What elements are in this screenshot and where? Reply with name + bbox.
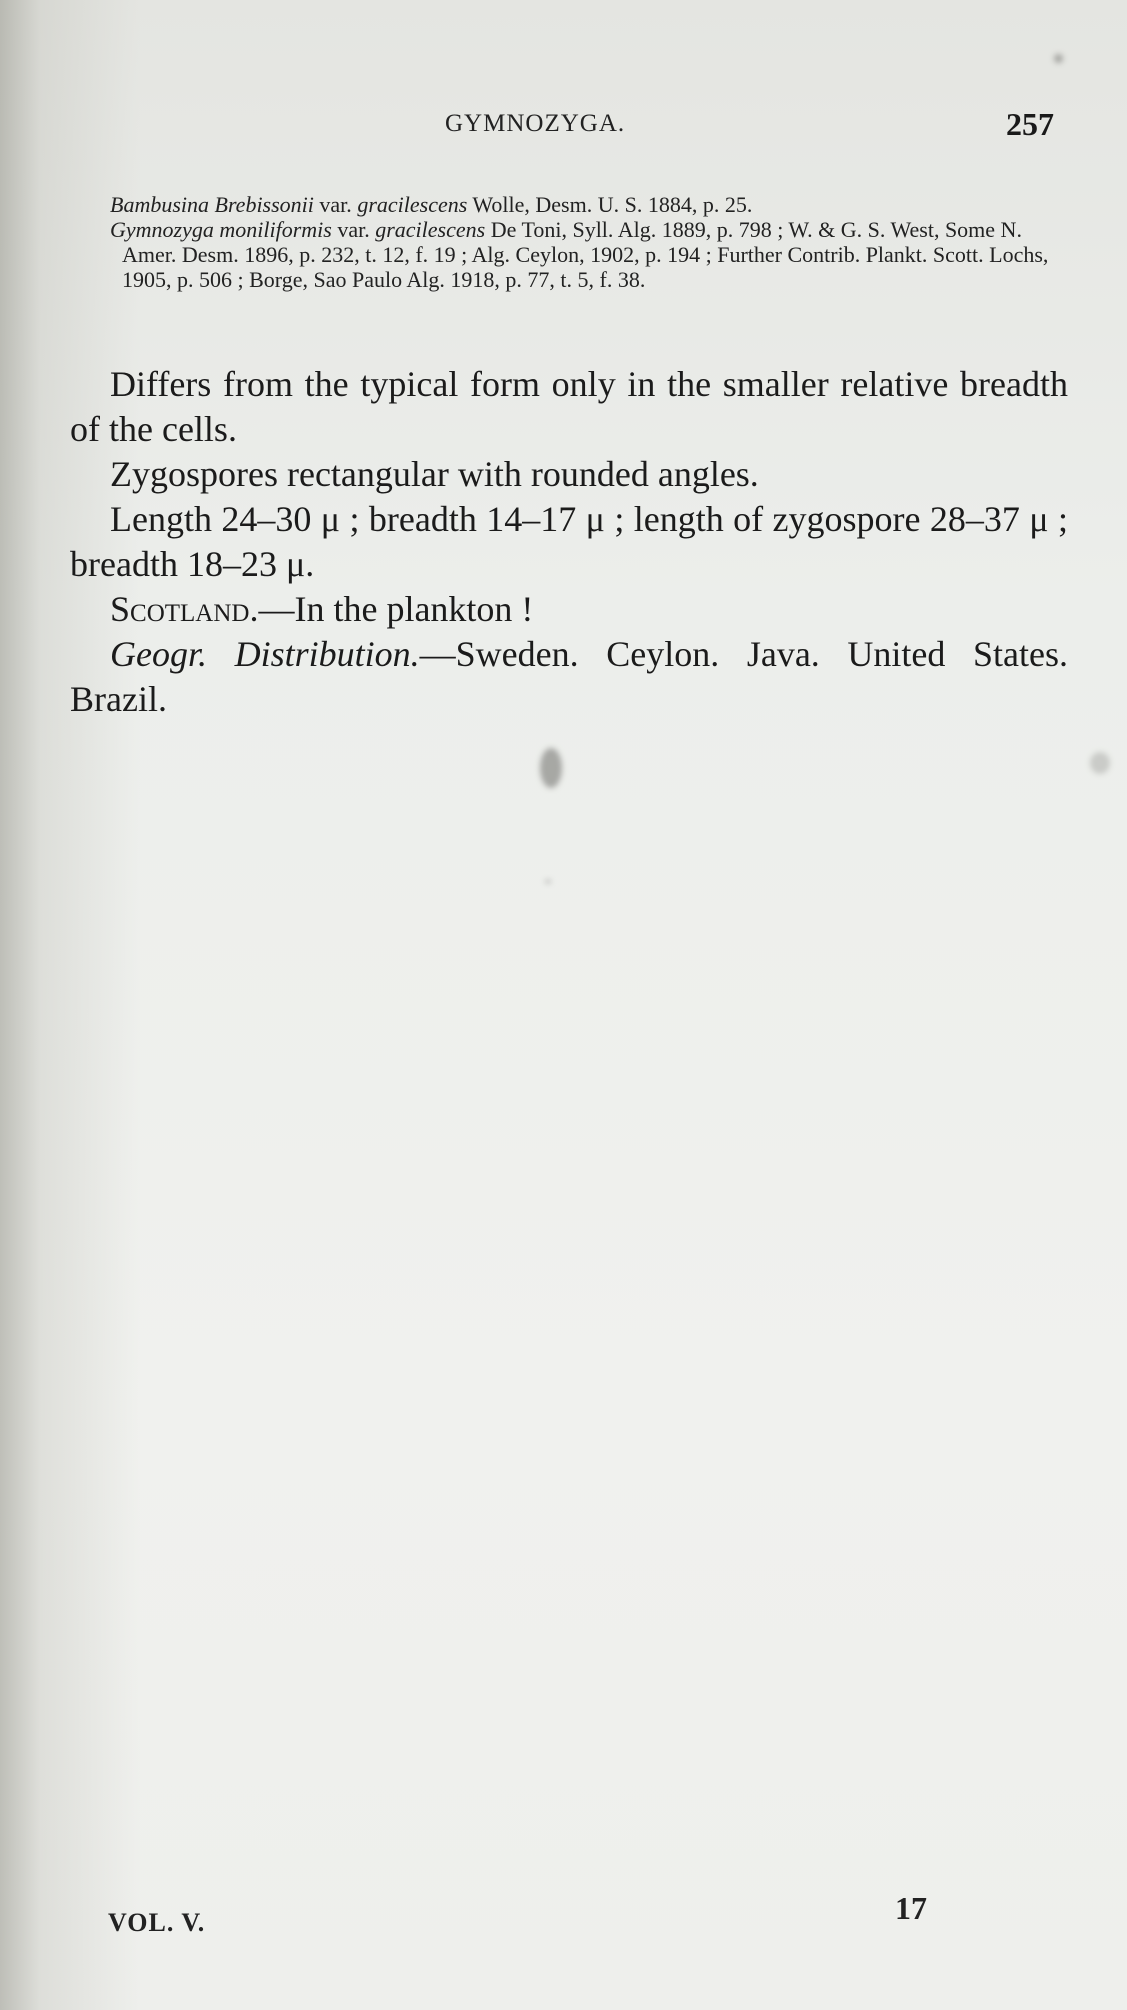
signature-mark: 17 [895, 1890, 927, 1926]
paper-blemish [1090, 752, 1110, 774]
distribution-text: —Sweden. Ceylon. Java. United States. Brazil. [70, 634, 1068, 719]
synonym-variety: gracilescens [375, 217, 486, 242]
paper-blemish [545, 880, 551, 883]
synonym-variety: gracilescens [357, 192, 468, 217]
paper-blemish [1054, 54, 1063, 63]
description-paragraph: Differs from the typical form only in the smaller relative breadth of the cells. [70, 364, 1068, 449]
locality-label: Scotland. [110, 589, 259, 629]
synonym-name: Gymnozyga moniliformis [110, 217, 332, 242]
description-body [70, 362, 1068, 722]
page-number: 257 [1006, 106, 1054, 142]
synonym-var-word: var. [313, 192, 358, 217]
distribution-paragraph [70, 632, 1068, 722]
synonym-citation: De Toni, Syll. Alg. 1889, p. 798 ; W. & G. S. West, Some N. Amer. Desm. 1896, p. 232, t. 12, f. 19 ; Alg. Ceylon, 1902, p. 194 ; Further Contrib. Plankt. Scott. Lochs, 1905, p. 506 ; Borge, Sao Paulo Alg. 1918, p. 77, t. 5, f. 38. [122, 217, 1049, 292]
synonym-entry [110, 217, 1075, 292]
zygospore-paragraph: Zygospores rectangular with rounded angles. [110, 454, 759, 494]
synonymy-block [110, 192, 1075, 292]
locality-text: —In the plankton ! [258, 589, 534, 629]
measurements-paragraph: Length 24–30 μ ; breadth 14–17 μ ; length of zygospore 28–37 μ ; breadth 18–23 μ. [70, 499, 1068, 584]
synonym-citation: Wolle, Desm. U. S. 1884, p. 25. [467, 192, 753, 217]
distribution-label: Geogr. Distribution. [110, 634, 420, 674]
locality-paragraph [70, 587, 1068, 632]
volume-mark: VOL. V. [108, 1908, 206, 1937]
running-title: GYMNOZYGA. [445, 110, 626, 137]
synonym-entry [110, 192, 1075, 217]
synonym-var-word: var. [331, 217, 376, 242]
paper-blemish [540, 748, 562, 788]
synonym-name: Bambusina Brebissonii [110, 192, 314, 217]
